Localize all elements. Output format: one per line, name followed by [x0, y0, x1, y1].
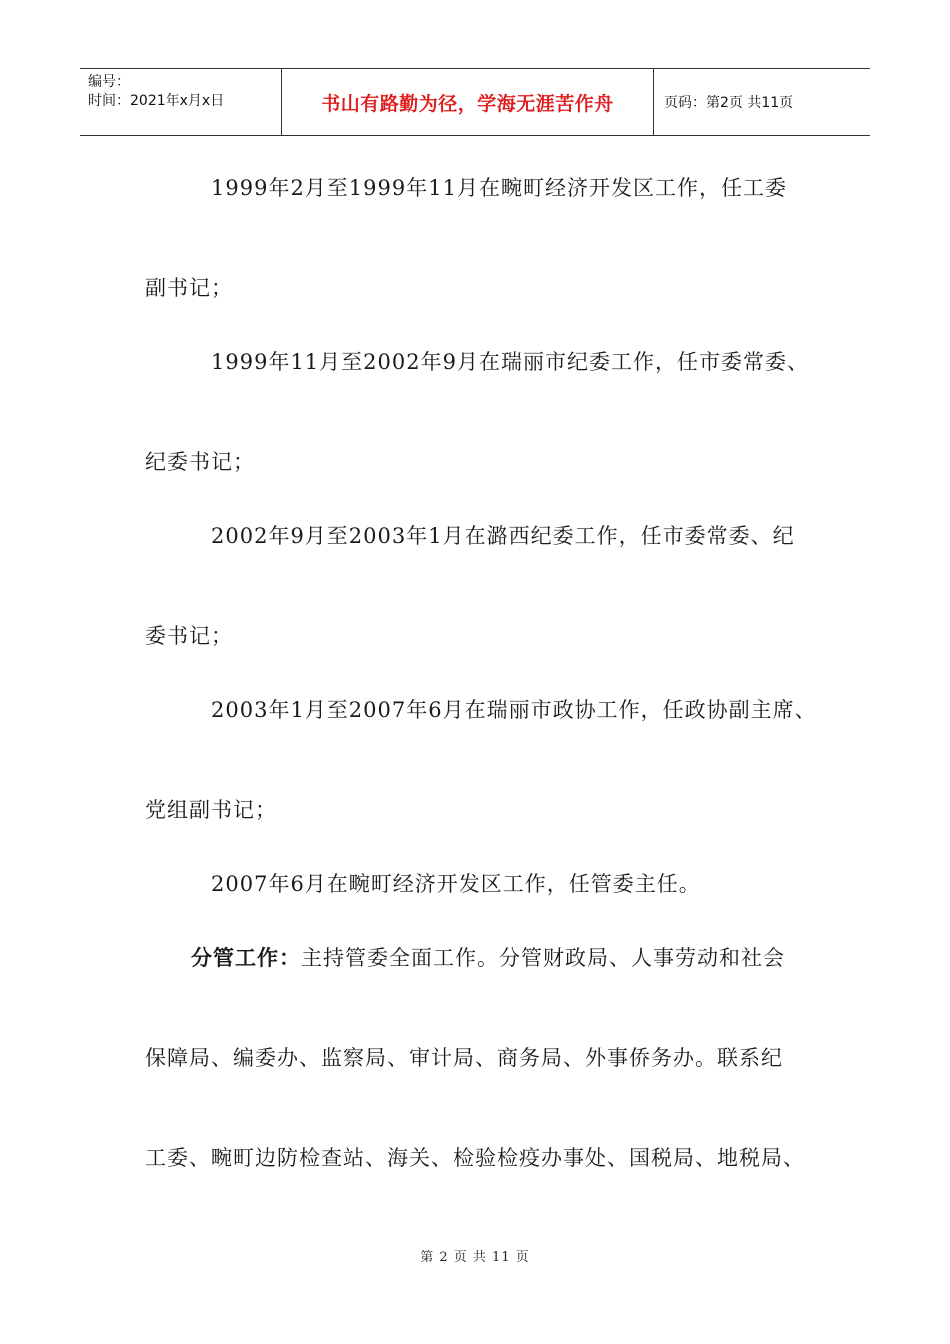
body-line: 党组副书记； [145, 798, 277, 822]
header-motto: 书山有路勤为径，学海无涯苦作舟 [282, 69, 654, 135]
header-page-info: 页码：第2页 共11页 [664, 95, 794, 111]
body-line: 2002年9月至2003年1月在潞西纪委工作，任市委常委、纪 [211, 524, 795, 548]
body-line: 工委、畹町边防检查站、海关、检验检疫办事处、国税局、地税局、 [145, 1146, 805, 1170]
body-line: 委书记； [145, 624, 233, 648]
duties-text: 主持管委全面工作。分管财政局、人事劳动和社会 [301, 946, 785, 970]
duties-paragraph [191, 942, 785, 972]
duties-label: 分管工作： [191, 945, 301, 970]
body-line: 纪委书记； [145, 450, 255, 474]
body-line: 副书记； [145, 276, 233, 300]
header-meta [80, 69, 282, 135]
body-line: 2003年1月至2007年6月在瑞丽市政协工作，任政协副主席、 [211, 698, 817, 722]
body-line: 1999年2月至1999年11月在畹町经济开发区工作，任工委 [211, 176, 787, 200]
number-label: 编号： [88, 74, 130, 90]
body-line: 1999年11月至2002年9月在瑞丽市纪委工作，任市委常委、 [211, 350, 809, 374]
document-header [80, 68, 870, 136]
time-label: 时间：2021年x月x日 [88, 93, 225, 109]
body-line: 2007年6月在畹町经济开发区工作，任管委主任。 [211, 872, 701, 896]
body-line: 保障局、编委办、监察局、审计局、商务局、外事侨务办。联系纪 [145, 1046, 783, 1070]
page-footer: 第 2 页 共 11 页 [420, 1250, 530, 1265]
